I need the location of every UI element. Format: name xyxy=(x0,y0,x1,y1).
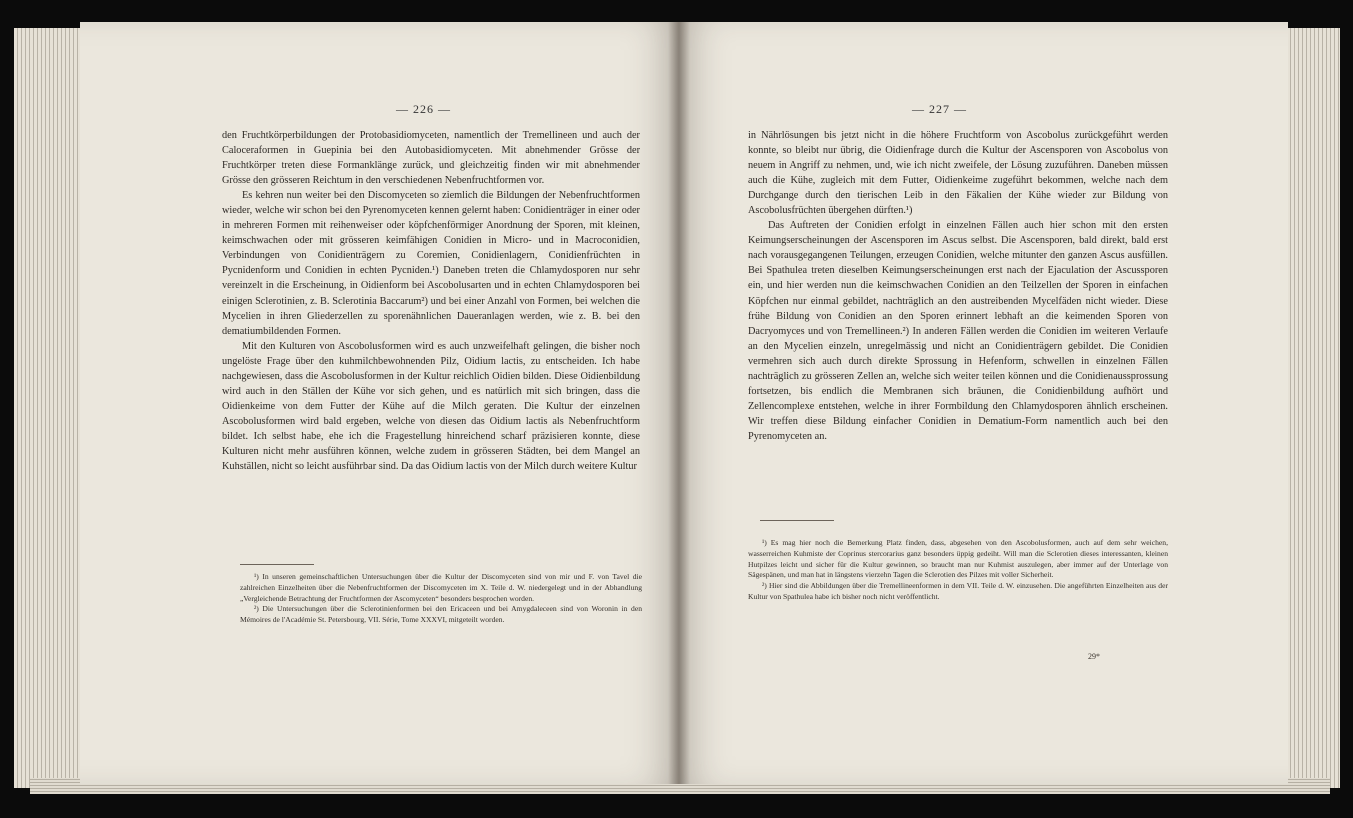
footnote: ¹) In unseren gemeinschaftlichen Untersuchungen über die Kultur der Discomyceten sind von mir und F. von Tavel die zahlreichen Einzelheiten über die Nebenfruchtformen der Discomyceten im X. Teile d. W. niedergelegt und in der Abhandlung „Vergleichende Betrachtung der Fruchtformen der Ascomyceten“ besonders besprochen worden. xyxy=(240,572,642,603)
footnote-rule-right xyxy=(760,520,834,521)
right-footnotes xyxy=(748,538,1168,603)
page-stack-left xyxy=(14,28,84,788)
right-body-text xyxy=(748,128,1168,444)
paragraph: Mit den Kulturen von Ascobolusformen wird es auch unzweifelhaft gelingen, die bisher noch ungelöste Frage über den kuhmilchbewohnenden Pilz, Oidium lactis, zu entscheiden. Ich habe nachgewiesen, dass die Ascobolusformen in der Kultur reichlich Oidien bilden. Diese Oidienbildung wird auch in den Ställen der Kühe vor sich gehen, und es natürlich mit sich bringen, dass die Oidienkeime von dem Futter der Kühe auf die Milch geraten. Die Kultur der einzelnen Ascobolusformen wird bald ergeben, welche von diesen das Oidium lactis als Nebenfruchtform bildet. Ich selbst habe, ehe ich die Fragestellung hinreichend scharf präzisieren konnte, diese Kulturen nicht mehr ausführen können, welche zudem in grösseren Städten, bei dem Mangel an Kuhställen, nicht so leicht ausführbar sind. Da das Oidium lactis von der Milch durch weitere Kultur xyxy=(222,340,640,473)
left-body-text xyxy=(222,128,640,474)
paragraph: in Nährlösungen bis jetzt nicht in die höhere Fruchtform von Ascobolus zurückgeführt werden konnte, so bleibt nur übrig, die Oidienfrage durch die Kultur der Ascensporen von Ascobolus von neuem in Angriff zu nehmen, und, wie ich nicht zweifele, der Lösung zuzuführen. Daneben müssen auch die Kühe, zugleich mit dem Futter, Oidienkeime zugeführt bekommen, welche nach dem Durchgange durch den tierischen Leib in den Fäkalien der Kühe wieder zur Bildung von Ascobolusfrüchten übergehen dürften.¹) xyxy=(748,130,1168,217)
paragraph: den Fruchtkörperbildungen der Protobasidiomyceten, namentlich der Tremellineen und auch der Caloceraformen in Guepinia bei den Autobasidiomyceten. Mit abnehmender Grösse der Fruchtkörper treten diese Formanklänge zurück, und gleichzeitig finden wir mit abnehmender Grösse den grösseren Reichtum in den verschiedenen Nebenfruchtformen vor. xyxy=(222,130,640,187)
paragraph: Es kehren nun weiter bei den Discomyceten so ziemlich die Bildungen der Nebenfruchtformen wieder, welche wir schon bei den Pyrenomyceten kennen gelernt haben: Conidienträger in einer oder in mehreren Formen mit reihenweiser oder köpfchenförmiger Anordnung der Sporen, mit kleinen, keimschwachen oder mit grösseren keimfähigen Conidien in Micro- und in Macroconidien, Verbindungen von Conidienträgern zu Coremien, Conidienlagern, Conidienfrüchten in Pycnidenform und Conidien in echten Pycniden.¹) Daneben treten die Chlamydosporen nur sehr vereinzelt in die Erscheinung, in Oidienform bei Ascobolusarten und in echten Chlamydosporen bei einigen Sclerotinien, z. B. Sclerotinia Baccarum²) und bei einer Anzahl von Formen, bei welchen die Mycelien in ihren Gliederzellen zu sporenähnlichen Daueranlagen werden, wie z. B. bei den dematiumbildenden Formen. xyxy=(222,190,640,337)
book-gutter xyxy=(668,22,690,784)
page-number-left: — 226 — xyxy=(396,102,451,116)
footnote: ¹) Es mag hier noch die Bemerkung Platz finden, dass, abgesehen von den Ascobolusformen, auch auf dem sehr weichen, wasserreichen Kuhmiste der Coprinus stercorarius ganz besonders üppig gedeiht. Will man die Sclerotien dieses interessanten, kleinen Hutpilzes leicht und sicher für die Kultur gewinnen, so braucht man nur Kuhmist auszulegen, aber immer auf der Unterlage von Sägespänen, und man hat in längstens vierzehn Tagen die Sclerotien des Pilzes mit voller Sicherheit. xyxy=(748,538,1168,580)
footnote: ²) Hier sind die Abbildungen über die Tremellineenformen in dem VII. Teile d. W. einzusehen. Die angeführten Einzelheiten aus der Kultur von Spathulea habe ich bisher noch nicht veröffentlicht. xyxy=(748,581,1168,601)
signature-mark: 29* xyxy=(1088,652,1100,661)
left-footnotes xyxy=(240,572,642,626)
footnote: ²) Die Untersuchungen über die Sclerotinienformen bei den Ericaceen und bei Amygdaleceen sind von Woronin in den Mémoires de l'Académie St. Petersbourg, VII. Série, Tome XXXVI, mitgeteilt worden. xyxy=(240,604,642,625)
paragraph: Das Auftreten der Conidien erfolgt in einzelnen Fällen auch hier schon mit den ersten Keimungserscheinungen der Ascensporen im Ascus selbst. Die Ascensporen, bald direkt, bald erst nach vorausgegangenen Teilungen, erzeugen Conidien, welche mitunter den ganzen Ascus ausfüllen. Bei Spathulea treten dieselben Keimungserscheinungen erst nach der Ejaculation der Ascussporen ein, und hier werden nun die keimschwachen Conidien an den Teilzellen der Sporen in einfachen Köpfchen nur einmal gebildet, nachträglich an den austreibenden Mycelfäden nicht wieder. Diese frühe Bildung von Conidien an den Sporen erinnert lebhaft an die keimenden Sporen von Dacryomyces und von Tremellineen.²) In anderen Fällen werden die Conidien im weiteren Verlaufe an den Mycelien einzeln, unregelmässig und nicht an Conidienträgern gebildet. Die Conidien vermehren sich auch durch direkte Sprossung in Hefenform, schwellen in einzelnen Fällen nachträglich zu grösseren Zellen an, welche sich weiter teilen können und die Conidienaussprossung fortsetzen, bis endlich die Membranen sich bräunen, die Conidienbildung aufhört und Zellencomplexe entstehen, welche in ihrer Formbildung den Chlamydosporen ähnlich erscheinen. Wir treffen diese Bildung einfacher Conidien in Dematium-Form namentlich auch bei den Pyrenomyceten an. xyxy=(748,220,1168,442)
page-number-right: — 227 — xyxy=(912,102,967,116)
footnote-rule-left xyxy=(240,564,314,565)
page-stack-right xyxy=(1282,28,1340,788)
